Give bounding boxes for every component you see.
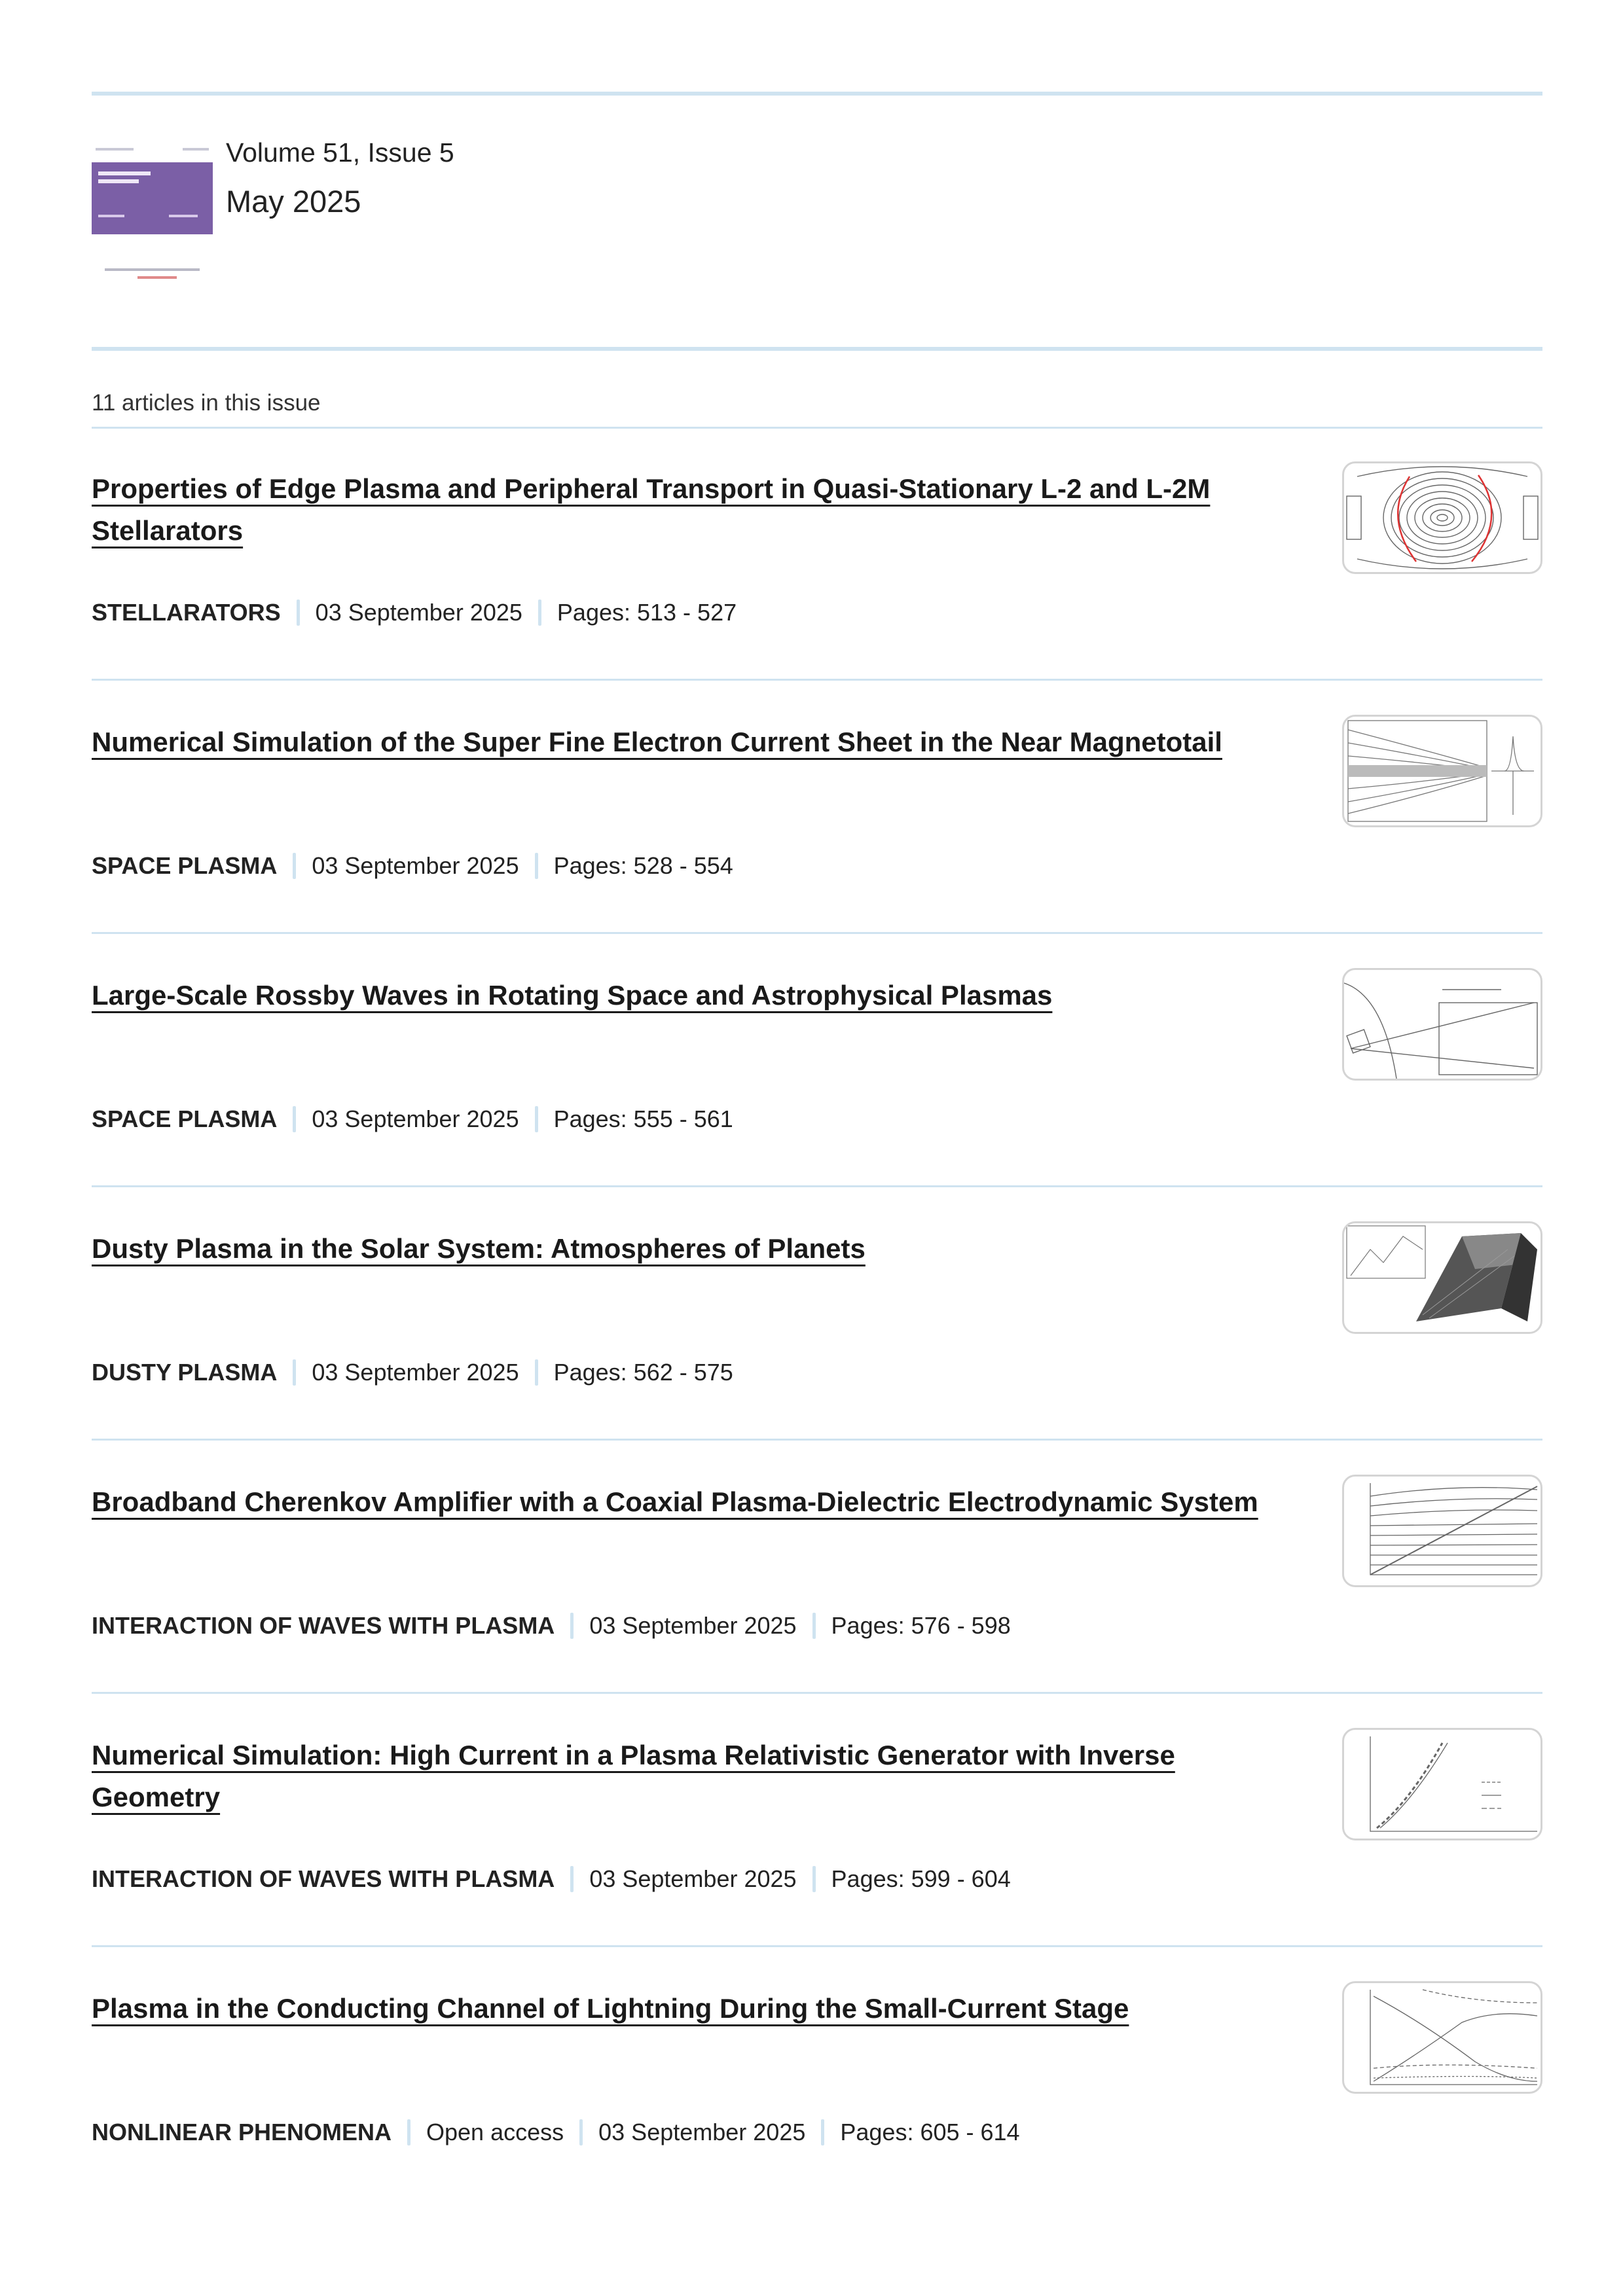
- article-pages: Pages: 599 - 604: [831, 1865, 1011, 1892]
- nested-flux-surfaces-icon[interactable]: [1342, 461, 1542, 574]
- article-divider: [92, 1185, 1542, 1187]
- header-top-divider: [92, 92, 1542, 96]
- article-title-link[interactable]: Large-Scale Rossby Waves in Rotating Space and Astrophysical Plasmas: [92, 980, 1053, 1011]
- article-title-link[interactable]: Properties of Edge Plasma and Peripheral Transport in Quasi-Stationary L-2 and L-2M Stellarators: [92, 473, 1211, 546]
- density-curves-icon[interactable]: [1342, 1981, 1542, 2094]
- article-meta: [92, 1612, 1011, 1640]
- article-date: 03 September 2025: [589, 1612, 797, 1639]
- current-sheet-icon[interactable]: [1342, 715, 1542, 827]
- article-category: INTERACTION OF WAVES WITH PLASMA: [92, 1865, 555, 1892]
- article-title-link[interactable]: Broadband Cherenkov Amplifier with a Coaxial Plasma-Dielectric Electrodynamic System: [92, 1486, 1258, 1517]
- article-meta: [92, 1865, 1011, 1893]
- frequency-vs-current-icon[interactable]: [1342, 1728, 1542, 1840]
- article-category: STELLARATORS: [92, 599, 281, 626]
- article-date: 03 September 2025: [598, 2119, 806, 2145]
- article-access: Open access: [426, 2119, 564, 2145]
- article-title-link[interactable]: Numerical Simulation of the Super Fine Electron Current Sheet in the Near Magnetotail: [92, 726, 1222, 757]
- cover-title-band: [92, 162, 213, 234]
- article-divider: [92, 1692, 1542, 1694]
- article-divider: [92, 679, 1542, 681]
- surface-plot-icon[interactable]: [1342, 1221, 1542, 1334]
- article-category: INTERACTION OF WAVES WITH PLASMA: [92, 1612, 555, 1639]
- article-divider: [92, 1439, 1542, 1441]
- meta-separator: [535, 853, 538, 879]
- article-title: [92, 721, 1303, 763]
- list-top-divider: [92, 427, 1542, 429]
- article-title: [92, 975, 1303, 1016]
- article-title-link[interactable]: Plasma in the Conducting Channel of Lightning During the Small-Current Stage: [92, 1993, 1129, 2024]
- article-date: 03 September 2025: [312, 852, 519, 879]
- article-title: [92, 1988, 1303, 2030]
- cover-publisher-logo: [105, 266, 200, 285]
- article-divider: [92, 932, 1542, 934]
- meta-separator: [535, 1106, 538, 1132]
- article-pages: Pages: 513 - 527: [556, 599, 737, 626]
- article-title: [92, 1481, 1303, 1523]
- meta-separator: [293, 853, 296, 879]
- rotating-frame-icon[interactable]: [1342, 968, 1542, 1081]
- article-title: [92, 1734, 1303, 1818]
- meta-separator: [538, 600, 541, 626]
- article-pages: Pages: 576 - 598: [831, 1612, 1011, 1639]
- article-pages: Pages: 605 - 614: [840, 2119, 1020, 2145]
- meta-separator: [297, 600, 300, 626]
- article-title-link[interactable]: Numerical Simulation: High Current in a Plasma Relativistic Generator with Inverse Geometry: [92, 1740, 1175, 1812]
- issue-date: May 2025: [226, 184, 361, 219]
- article-meta: [92, 599, 737, 626]
- cover-top-text: [92, 143, 213, 162]
- article-title: [92, 1228, 1303, 1270]
- article-title-link[interactable]: Dusty Plasma in the Solar System: Atmospheres of Planets: [92, 1233, 866, 1264]
- article-meta: [92, 1359, 733, 1386]
- meta-separator: [293, 1106, 296, 1132]
- meta-separator: [812, 1866, 816, 1892]
- article-pages: Pages: 528 - 554: [553, 852, 733, 879]
- journal-cover-image[interactable]: [92, 143, 213, 295]
- dispersion-curves-icon[interactable]: [1342, 1475, 1542, 1587]
- article-title: [92, 468, 1303, 552]
- header-bottom-divider: [92, 347, 1542, 351]
- meta-separator: [821, 2119, 824, 2145]
- issue-volume: Volume 51, Issue 5: [226, 137, 454, 168]
- meta-separator: [293, 1359, 296, 1386]
- article-divider: [92, 1945, 1542, 1947]
- meta-separator: [570, 1866, 574, 1892]
- meta-separator: [535, 1359, 538, 1386]
- article-meta: [92, 1105, 733, 1133]
- meta-separator: [579, 2119, 583, 2145]
- meta-separator: [407, 2119, 410, 2145]
- article-meta: [92, 852, 733, 880]
- meta-separator: [812, 1613, 816, 1639]
- article-category: SPACE PLASMA: [92, 852, 278, 879]
- article-meta: [92, 2119, 1020, 2146]
- article-count: 11 articles in this issue: [92, 390, 321, 416]
- article-date: 03 September 2025: [315, 599, 522, 626]
- article-pages: Pages: 562 - 575: [553, 1359, 733, 1386]
- article-date: 03 September 2025: [312, 1105, 519, 1132]
- article-category: DUSTY PLASMA: [92, 1359, 278, 1386]
- article-category: NONLINEAR PHENOMENA: [92, 2119, 392, 2145]
- article-pages: Pages: 555 - 561: [553, 1105, 733, 1132]
- article-date: 03 September 2025: [312, 1359, 519, 1386]
- meta-separator: [570, 1613, 574, 1639]
- article-category: SPACE PLASMA: [92, 1105, 278, 1132]
- article-date: 03 September 2025: [589, 1865, 797, 1892]
